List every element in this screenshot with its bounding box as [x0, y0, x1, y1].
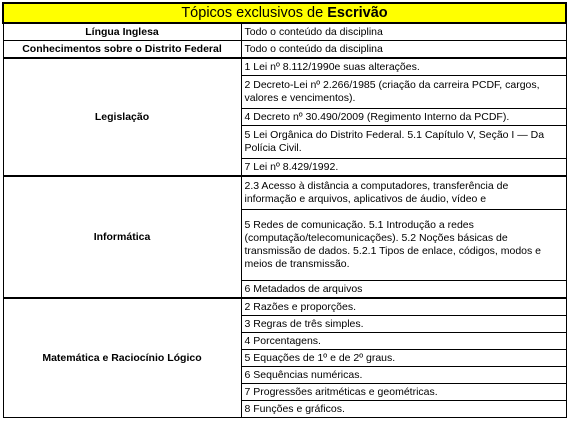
topic-cell: 7 Progressões aritméticas e geométricas.	[241, 384, 566, 401]
subject-cell: Conhecimentos sobre o Distrito Federal	[3, 41, 241, 59]
table-title-prefix: Tópicos exclusivos de	[181, 5, 328, 21]
table-title-emphasis: Escrivão	[327, 5, 388, 21]
topic-cell: 8 Funções e gráficos.	[241, 401, 566, 418]
topic-cell: Todo o conteúdo da disciplina	[241, 23, 566, 41]
table-row	[3, 23, 566, 41]
topic-cell: 5 Redes de comunicação. 5.1 Introdução a redes (computação/telecomunicações). 5.2 Noções básicas de transmissão de dados. 5.2.1 Tipos de enlace, códigos, modos e meios de transmissão.	[241, 210, 566, 281]
table-row	[3, 58, 566, 76]
topic-cell: 7 Lei nº 8.429/1992.	[241, 159, 566, 177]
topic-cell: 5 Equações de 1º e de 2º graus.	[241, 350, 566, 367]
title-row	[3, 3, 566, 23]
topic-cell: 5 Lei Orgânica do Distrito Federal. 5.1 Capítulo V, Seção I — Da Polícia Civil.	[241, 126, 566, 159]
topic-cell: 2 Decreto-Lei nº 2.266/1985 (criação da carreira PCDF, cargos, valores e vencimentos).	[241, 76, 566, 109]
table-row	[3, 298, 566, 316]
topic-cell: 4 Porcentagens.	[241, 333, 566, 350]
topic-cell: 6 Metadados de arquivos	[241, 281, 566, 299]
subject-cell: Matemática e Raciocínio Lógico	[3, 298, 241, 418]
topics-table	[2, 2, 567, 418]
topic-cell: 2.3 Acesso à distância a computadores, transferência de informação e arquivos, aplicativos de áudio, vídeo e	[241, 176, 566, 210]
subject-cell: Língua Inglesa	[3, 23, 241, 41]
subject-cell: Legislação	[3, 58, 241, 176]
topic-cell: 6 Sequências numéricas.	[241, 367, 566, 384]
table-row	[3, 41, 566, 59]
topic-cell: Todo o conteúdo da disciplina	[241, 41, 566, 59]
topic-cell: 3 Regras de três simples.	[241, 316, 566, 333]
topic-cell: 2 Razões e proporções.	[241, 298, 566, 316]
topic-cell: 4 Decreto nº 30.490/2009 (Regimento Interno da PCDF).	[241, 109, 566, 126]
table-title	[3, 3, 566, 23]
table-row	[3, 176, 566, 210]
subject-cell: Informática	[3, 176, 241, 298]
topic-cell: 1 Lei nº 8.112/1990e suas alterações.	[241, 58, 566, 76]
